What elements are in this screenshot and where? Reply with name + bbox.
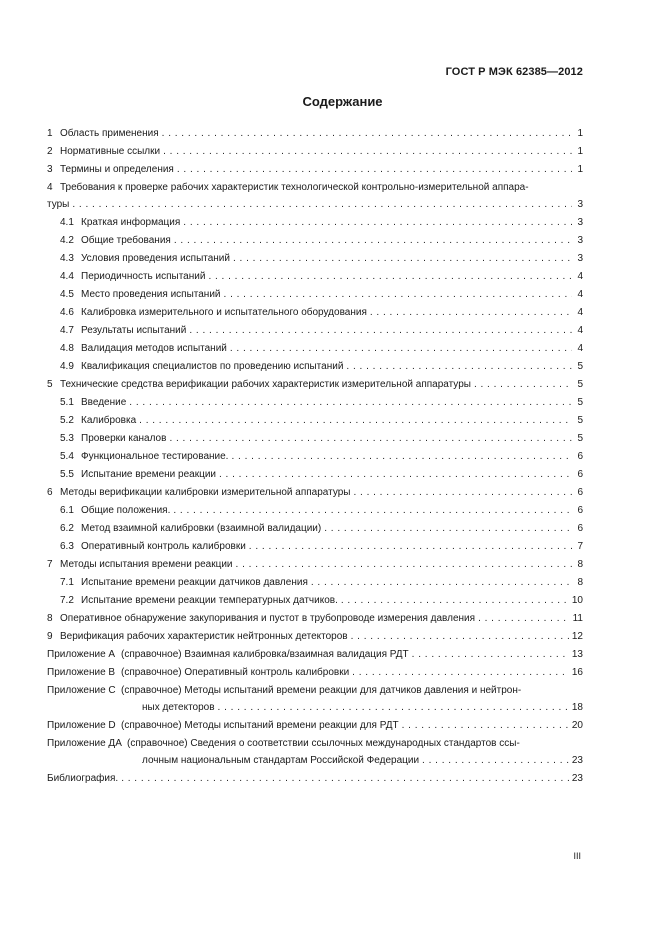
toc-page: 4 — [577, 343, 583, 354]
toc-entry-appendix-da[interactable] — [47, 737, 583, 772]
toc-entry-4-8[interactable] — [47, 342, 583, 360]
leader-dots — [236, 558, 572, 571]
toc-text: Метод взаимной калибровки (взаимной валидации) — [81, 523, 322, 534]
leader-dots — [72, 198, 572, 211]
toc-number: 4.4 — [60, 271, 74, 282]
toc-text: Область применения — [60, 128, 159, 139]
toc-text: Общие положения. — [81, 505, 171, 516]
toc-text: Термины и определения — [60, 164, 174, 175]
leader-dots — [174, 234, 572, 247]
toc-text: (справочное) Методы испытаний времени реакции для РДТ — [121, 720, 399, 731]
toc-text: Валидация методов испытаний — [81, 343, 227, 354]
toc-number: 4.3 — [60, 253, 74, 264]
leader-dots — [189, 324, 572, 337]
toc-text-line1: (справочное) Сведения о соответствии ссылочных международных стандартов ссы- — [127, 738, 520, 749]
toc-text: Общие требования — [81, 235, 171, 246]
toc-number: 4.8 — [60, 343, 74, 354]
leader-dots — [341, 594, 569, 607]
leader-dots — [351, 630, 569, 643]
toc-page: 10 — [571, 595, 583, 606]
toc-page: 4 — [577, 271, 583, 282]
leader-dots — [478, 612, 570, 625]
toc-page: 7 — [577, 541, 583, 552]
toc-number: 3 — [47, 164, 53, 175]
leader-dots — [412, 648, 569, 661]
toc-number: 7 — [47, 559, 53, 570]
toc-page: 1 — [577, 128, 583, 139]
toc-entry-4-3[interactable] — [47, 252, 583, 270]
toc-entry-9[interactable] — [47, 630, 583, 648]
toc-page: 3 — [577, 217, 583, 228]
toc-number: 5.2 — [60, 415, 74, 426]
toc-number: Приложение D — [47, 720, 116, 731]
toc-text: Оперативный контроль калибровки — [81, 541, 246, 552]
toc-page: 23 — [571, 755, 583, 766]
leader-dots — [324, 522, 572, 535]
toc-entry-4-2[interactable] — [47, 234, 583, 252]
toc-text: Проверки каналов — [81, 433, 167, 444]
leader-dots — [208, 270, 572, 283]
toc-entry-appendix-a[interactable] — [47, 648, 583, 666]
toc-entry-5-1[interactable] — [47, 396, 583, 414]
toc-page: 13 — [571, 649, 583, 660]
toc-page: 3 — [577, 199, 583, 210]
toc-entry-1[interactable] — [47, 127, 583, 145]
toc-number: 6.1 — [60, 505, 74, 516]
toc-number: Приложение А — [47, 649, 116, 660]
toc-page: 5 — [577, 433, 583, 444]
leader-dots — [353, 486, 572, 499]
toc-entry-7[interactable] — [47, 558, 583, 576]
toc-text: Библиография. — [47, 773, 119, 784]
toc-number: 4.1 — [60, 217, 74, 228]
leader-dots — [129, 396, 572, 409]
leader-dots — [218, 701, 569, 714]
toc-number: 5.5 — [60, 469, 74, 480]
toc-page: 4 — [577, 307, 583, 318]
toc-page: 11 — [572, 613, 583, 624]
leader-dots — [474, 378, 572, 391]
toc-number: 2 — [47, 146, 53, 157]
toc-number: 7.1 — [60, 577, 74, 588]
toc-text: Условия проведения испытаний — [81, 253, 230, 264]
toc-number: 8 — [47, 613, 53, 624]
toc-number: 7.2 — [60, 595, 74, 606]
toc-text: Функциональное тестирование. — [81, 451, 229, 462]
leader-dots — [233, 252, 572, 265]
toc-number: 4.2 — [60, 235, 74, 246]
leader-dots — [311, 576, 572, 589]
leader-dots — [231, 450, 572, 463]
leader-dots — [139, 414, 572, 427]
toc-page: 6 — [577, 523, 583, 534]
toc-number: 5.4 — [60, 451, 74, 462]
toc-text: Испытание времени реакции — [81, 469, 216, 480]
toc-entry-5[interactable] — [47, 378, 583, 396]
toc-entry-appendix-d[interactable] — [47, 719, 583, 737]
toc-page: 1 — [577, 164, 583, 175]
toc-page: 6 — [577, 451, 583, 462]
toc-text: Методы испытания времени реакции — [60, 559, 233, 570]
leader-dots — [346, 360, 572, 373]
standard-code: ГОСТ Р МЭК 62385—2012 — [445, 66, 583, 78]
toc-number: 1 — [47, 128, 53, 139]
toc-number: 4.6 — [60, 307, 74, 318]
toc-number: 6.2 — [60, 523, 74, 534]
toc-entry-5-3[interactable] — [47, 432, 583, 450]
toc-number: 4 — [47, 182, 53, 193]
toc-text: Оперативное обнаружение закупоривания и пустот в трубопроводе измерения давления — [60, 613, 476, 624]
toc-page: 5 — [577, 379, 583, 390]
toc-text: Технические средства верификации рабочих характеристик измерительной аппаратуры — [60, 379, 471, 390]
leader-dots — [422, 754, 569, 767]
toc-page: 3 — [577, 253, 583, 264]
toc-page: 6 — [577, 505, 583, 516]
leader-dots — [121, 772, 569, 785]
toc-text: Калибровка — [81, 415, 137, 426]
toc-number: Приложение ДА — [47, 738, 122, 749]
toc-entry-5-4[interactable] — [47, 450, 583, 468]
toc-text: Верификация рабочих характеристик нейтронных детекторов — [60, 631, 348, 642]
toc-text: Испытание времени реакции температурных датчиков. — [81, 595, 338, 606]
toc-text-line1: (справочное) Методы испытаний времени реакции для датчиков давления и нейтрон- — [121, 685, 522, 696]
toc-text: Квалификация специалистов по проведению испытаний — [81, 361, 344, 372]
toc-page: 8 — [577, 577, 583, 588]
toc-text: (справочное) Взаимная калибровка/взаимная валидация РДТ — [121, 649, 409, 660]
leader-dots — [352, 666, 569, 679]
toc-text-line2: туры — [47, 199, 70, 210]
leader-dots — [177, 163, 572, 176]
toc-page: 5 — [577, 415, 583, 426]
toc-entry-6-1[interactable] — [47, 504, 583, 522]
toc-number: Приложение В — [47, 667, 116, 678]
toc-number: 9 — [47, 631, 53, 642]
toc-page: 5 — [577, 361, 583, 372]
toc-page: 18 — [571, 702, 583, 713]
toc-text: Испытание времени реакции датчиков давления — [81, 577, 308, 588]
toc-page: 4 — [577, 289, 583, 300]
toc-entry-appendix-c[interactable] — [47, 684, 583, 719]
leader-dots — [169, 432, 572, 445]
toc-number: 4.5 — [60, 289, 74, 300]
toc-entry-4-9[interactable] — [47, 360, 583, 378]
toc-entry-5-2[interactable] — [47, 414, 583, 432]
toc-text: Введение — [81, 397, 127, 408]
toc-text: Калибровка измерительного и испытательного оборудования — [81, 307, 367, 318]
toc-page: 5 — [577, 397, 583, 408]
toc-text: (справочное) Оперативный контроль калибровки — [121, 667, 350, 678]
toc-text: Нормативные ссылки — [60, 146, 161, 157]
leader-dots — [249, 540, 572, 553]
toc-number: 5.1 — [60, 397, 74, 408]
toc-number: 4.7 — [60, 325, 74, 336]
toc-entry-6[interactable] — [47, 486, 583, 504]
toc-page: 6 — [577, 487, 583, 498]
toc-page: 8 — [577, 559, 583, 570]
toc-entry-4-5[interactable] — [47, 288, 583, 306]
leader-dots — [219, 468, 572, 481]
toc-text: Результаты испытаний — [81, 325, 187, 336]
toc-entry-bibliography[interactable] — [47, 772, 583, 790]
toc-text: Методы верификации калибровки измерительной аппаратуры — [60, 487, 351, 498]
toc-number: 4.9 — [60, 361, 74, 372]
leader-dots — [183, 216, 572, 229]
leader-dots — [163, 145, 572, 158]
table-of-contents — [47, 127, 583, 790]
toc-page: 3 — [577, 235, 583, 246]
toc-number: 6 — [47, 487, 53, 498]
toc-text-line2: ных детекторов — [142, 702, 215, 713]
page-number: III — [573, 851, 581, 861]
toc-page: 4 — [577, 325, 583, 336]
toc-page: 1 — [577, 146, 583, 157]
toc-text: Место проведения испытаний — [81, 289, 221, 300]
toc-entry-5-5[interactable] — [47, 468, 583, 486]
leader-dots — [162, 127, 572, 140]
toc-entry-appendix-b[interactable] — [47, 666, 583, 684]
toc-entry-7-1[interactable] — [47, 576, 583, 594]
toc-entry-8[interactable] — [47, 612, 583, 630]
toc-entry-4-6[interactable] — [47, 306, 583, 324]
toc-text: Краткая информация — [81, 217, 181, 228]
leader-dots — [224, 288, 572, 301]
leader-dots — [230, 342, 572, 355]
leader-dots — [402, 719, 569, 732]
toc-entry-4-1[interactable] — [47, 216, 583, 234]
toc-entry-4-4[interactable] — [47, 270, 583, 288]
toc-page: 20 — [571, 720, 583, 731]
toc-text-line1: Требования к проверке рабочих характеристик технологической контрольно-измерительной аппара- — [60, 182, 529, 193]
toc-entry-6-2[interactable] — [47, 522, 583, 540]
toc-text: Периодичность испытаний — [81, 271, 206, 282]
toc-entry-2[interactable] — [47, 145, 583, 163]
leader-dots — [173, 504, 572, 517]
toc-entry-6-3[interactable] — [47, 540, 583, 558]
toc-page: 16 — [571, 667, 583, 678]
toc-entry-3[interactable] — [47, 163, 583, 181]
leader-dots — [370, 306, 572, 319]
toc-page: 12 — [571, 631, 583, 642]
toc-entry-4[interactable] — [47, 181, 583, 216]
toc-page: 6 — [577, 469, 583, 480]
toc-number: 5.3 — [60, 433, 74, 444]
toc-entry-7-2[interactable] — [47, 594, 583, 612]
toc-number: 6.3 — [60, 541, 74, 552]
page-title: Содержание — [302, 94, 383, 109]
toc-number: 5 — [47, 379, 53, 390]
toc-entry-4-7[interactable] — [47, 324, 583, 342]
toc-number: Приложение С — [47, 685, 116, 696]
toc-text-line2: лочным национальным стандартам Российской Федерации — [142, 755, 420, 766]
toc-page: 23 — [571, 773, 583, 784]
